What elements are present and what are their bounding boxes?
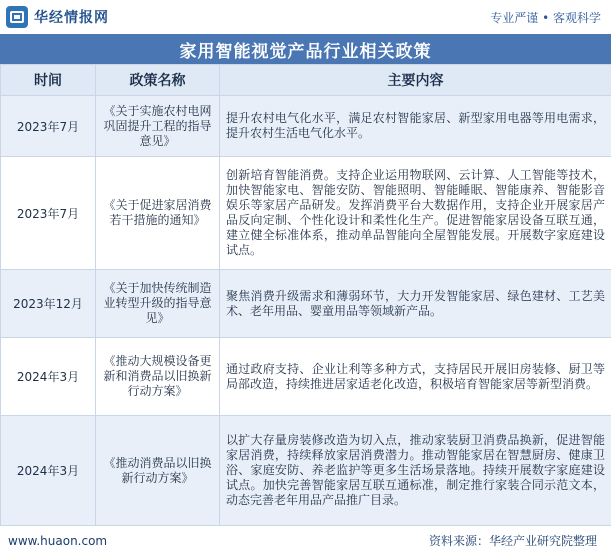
cell-policy-name: 《关于实施农村电网巩固提升工程的指导意见》 bbox=[96, 96, 220, 157]
brand bbox=[6, 6, 109, 28]
header-time: 时间 bbox=[1, 65, 96, 96]
cell-time: 2024年3月 bbox=[1, 338, 96, 416]
cell-time: 2024年3月 bbox=[1, 416, 96, 526]
cell-content: 通过政府支持、企业让利等多种方式，支持居民开展旧房装修、厨卫等局部改造，持续推进居家适老化改造，积极培育智能家居等新型消费。 bbox=[220, 338, 611, 416]
policy-table bbox=[0, 64, 611, 526]
slogan: 专业严谨 • 客观科学 bbox=[490, 10, 601, 25]
top-bar bbox=[0, 0, 611, 34]
header-policy-name: 政策名称 bbox=[96, 65, 220, 96]
cell-content: 创新培育智能消费。支持企业运用物联网、云计算、人工智能等技术，加快智能家电、智能安防、智能照明、智能睡眠、智能康养、智能影音娱乐等家居产品研发。发挥消费平台大数据作用，支持企业开展家居产品反向定制、个性化设计和柔性化生产。促进智能家居设备互联互通，建立健全标准体系，推动单品智能向全屋智能发展。开展数字家庭建设试点。 bbox=[220, 157, 611, 270]
cell-content: 以扩大存量房装修改造为切入点，推动家装厨卫消费品换新，促进智能家居消费，持续释放家居消费潜力。推动智能家居在智慧厨房、健康卫浴、家庭安防、养老监护等更多生活场景落地。持续开展数字家庭建设试点。加快完善智能家居互联互通标准，制定推行家装合同示范文本，动态完善老年用品产品推广目录。 bbox=[220, 416, 611, 526]
table-row bbox=[1, 416, 611, 526]
site-url: www.huaon.com bbox=[8, 533, 108, 548]
brand-name: 华经情报网 bbox=[34, 10, 109, 26]
cell-content: 提升农村电气化水平，满足农村智能家居、新型家用电器等用电需求，提升农村生活电气化水平。 bbox=[220, 96, 611, 157]
table-row bbox=[1, 270, 611, 338]
table-row bbox=[1, 338, 611, 416]
cell-time: 2023年7月 bbox=[1, 96, 96, 157]
cell-policy-name: 《关于促进家居消费若干措施的通知》 bbox=[96, 157, 220, 270]
cell-policy-name: 《推动消费品以旧换新行动方案》 bbox=[96, 416, 220, 526]
footer bbox=[0, 525, 611, 556]
cell-time: 2023年12月 bbox=[1, 270, 96, 338]
page-title: 家用智能视觉产品行业相关政策 bbox=[0, 34, 611, 64]
table-row bbox=[1, 157, 611, 270]
cell-policy-name: 《推动大规模设备更新和消费品以旧换新行动方案》 bbox=[96, 338, 220, 416]
table-row bbox=[1, 96, 611, 157]
data-source: 资料来源：华经产业研究院整理 bbox=[428, 534, 597, 548]
header-main-content: 主要内容 bbox=[220, 65, 611, 96]
table-header-row bbox=[1, 65, 611, 96]
cell-policy-name: 《关于加快传统制造业转型升级的指导意见》 bbox=[96, 270, 220, 338]
brand-logo-icon bbox=[6, 6, 28, 28]
cell-content: 聚焦消费升级需求和薄弱环节，大力开发智能家居、绿色建材、工艺美术、老年用品、婴童用品等领域新产品。 bbox=[220, 270, 611, 338]
cell-time: 2023年7月 bbox=[1, 157, 96, 270]
